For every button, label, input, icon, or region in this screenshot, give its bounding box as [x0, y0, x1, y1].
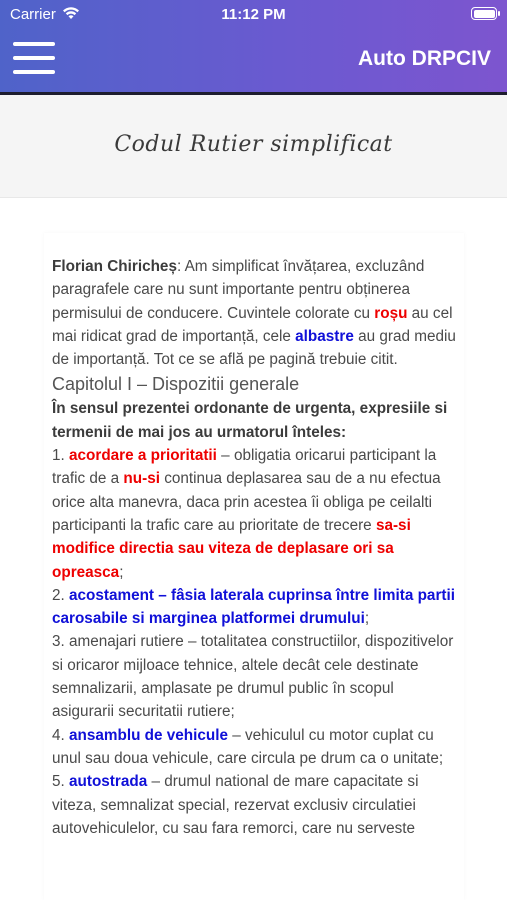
- app-header: [0, 0, 507, 95]
- definition-number: 2.: [52, 586, 70, 604]
- definition-item: [52, 724, 456, 771]
- definition-number: 4.: [52, 726, 70, 744]
- definition-text: – drumul national de mare capacitate si viteza, semnalizat special, rezervat exclusiv circulatiei autovehiculelor, cu sau fara remorci, care nu serveste: [52, 773, 419, 837]
- definition-term: ansamblu de vehicule: [69, 726, 228, 744]
- definition-text: ;: [364, 610, 370, 628]
- battery-icon: [471, 7, 497, 20]
- definition-item: [52, 770, 456, 840]
- definition-text: – vehiculul cu motor cuplat cu unul sau doua vehicule, care circula pe drum ca o unitate;: [52, 726, 444, 767]
- author-name: Florian Chiricheș: [52, 258, 177, 275]
- definition-term: acordare a prioritatii: [69, 447, 217, 465]
- article-content[interactable]: [44, 233, 464, 900]
- intro-text-2: au cel mai ridicat grad de importanță, cele: [52, 304, 453, 345]
- definition-number: 1.: [52, 447, 70, 465]
- intro-text-1: : Am simplificat învățarea, excluzând paragrafele care nu sunt importante pentru obținerea permisului de conducere. Cuvintele colorate cu: [52, 258, 425, 322]
- chapter-heading: Capitolul I – Dispozitii generale: [52, 374, 300, 395]
- definition-term: autostrada: [69, 773, 148, 791]
- definition-item: [52, 584, 456, 631]
- definition-text: continua deplasarea sau de a nu efectua orice alta manevra, daca prin acestea îi obliga pe ceilalti participanti la trafic care au prioritate de trecere: [52, 470, 441, 534]
- definition-text: ;: [119, 563, 124, 581]
- chapter-lead: În sensul prezentei ordonante de urgenta, expresiile si termenii de mai jos au urmatorul înteles:: [52, 400, 448, 441]
- intro-paragraph: [52, 255, 456, 371]
- definition-term: acostament – fâsia laterala cuprinsa între limita partii carosabile si marginea platformei drumului: [52, 586, 455, 628]
- definition-text: – obligatia oricarui participant la trafic de a: [52, 447, 437, 488]
- app-title: Auto DRPCIV: [358, 47, 491, 70]
- red-keyword: roșu: [374, 304, 408, 322]
- definition-item: 3. amenajari rutiere – totalitatea constructiilor, dispozitivelor si oricaror mijloace tehnice, altele decât cele destinate semnalizarii, amplasate pe drumul public în scopul asigurarii securitatii rutiere;: [52, 633, 454, 721]
- status-bar: [0, 4, 507, 26]
- intro-text-3: au grad mediu de importanță. Tot ce se află pe pagină trebuie citit.: [52, 327, 456, 369]
- page-title: Codul Rutier simplificat: [114, 132, 393, 157]
- status-time: 11:12 PM: [221, 6, 286, 23]
- highlight-red: nu-si: [123, 470, 160, 488]
- page-title-band: [0, 95, 507, 198]
- blue-keyword: albastre: [295, 327, 354, 345]
- definition-item: [52, 444, 456, 584]
- carrier-label: Carrier: [10, 6, 56, 23]
- highlight-red: sa-si modifice directia sau viteza de deplasare ori sa opreasca: [52, 516, 411, 581]
- hamburger-menu-icon[interactable]: [13, 42, 55, 74]
- definition-number: 5.: [52, 773, 70, 791]
